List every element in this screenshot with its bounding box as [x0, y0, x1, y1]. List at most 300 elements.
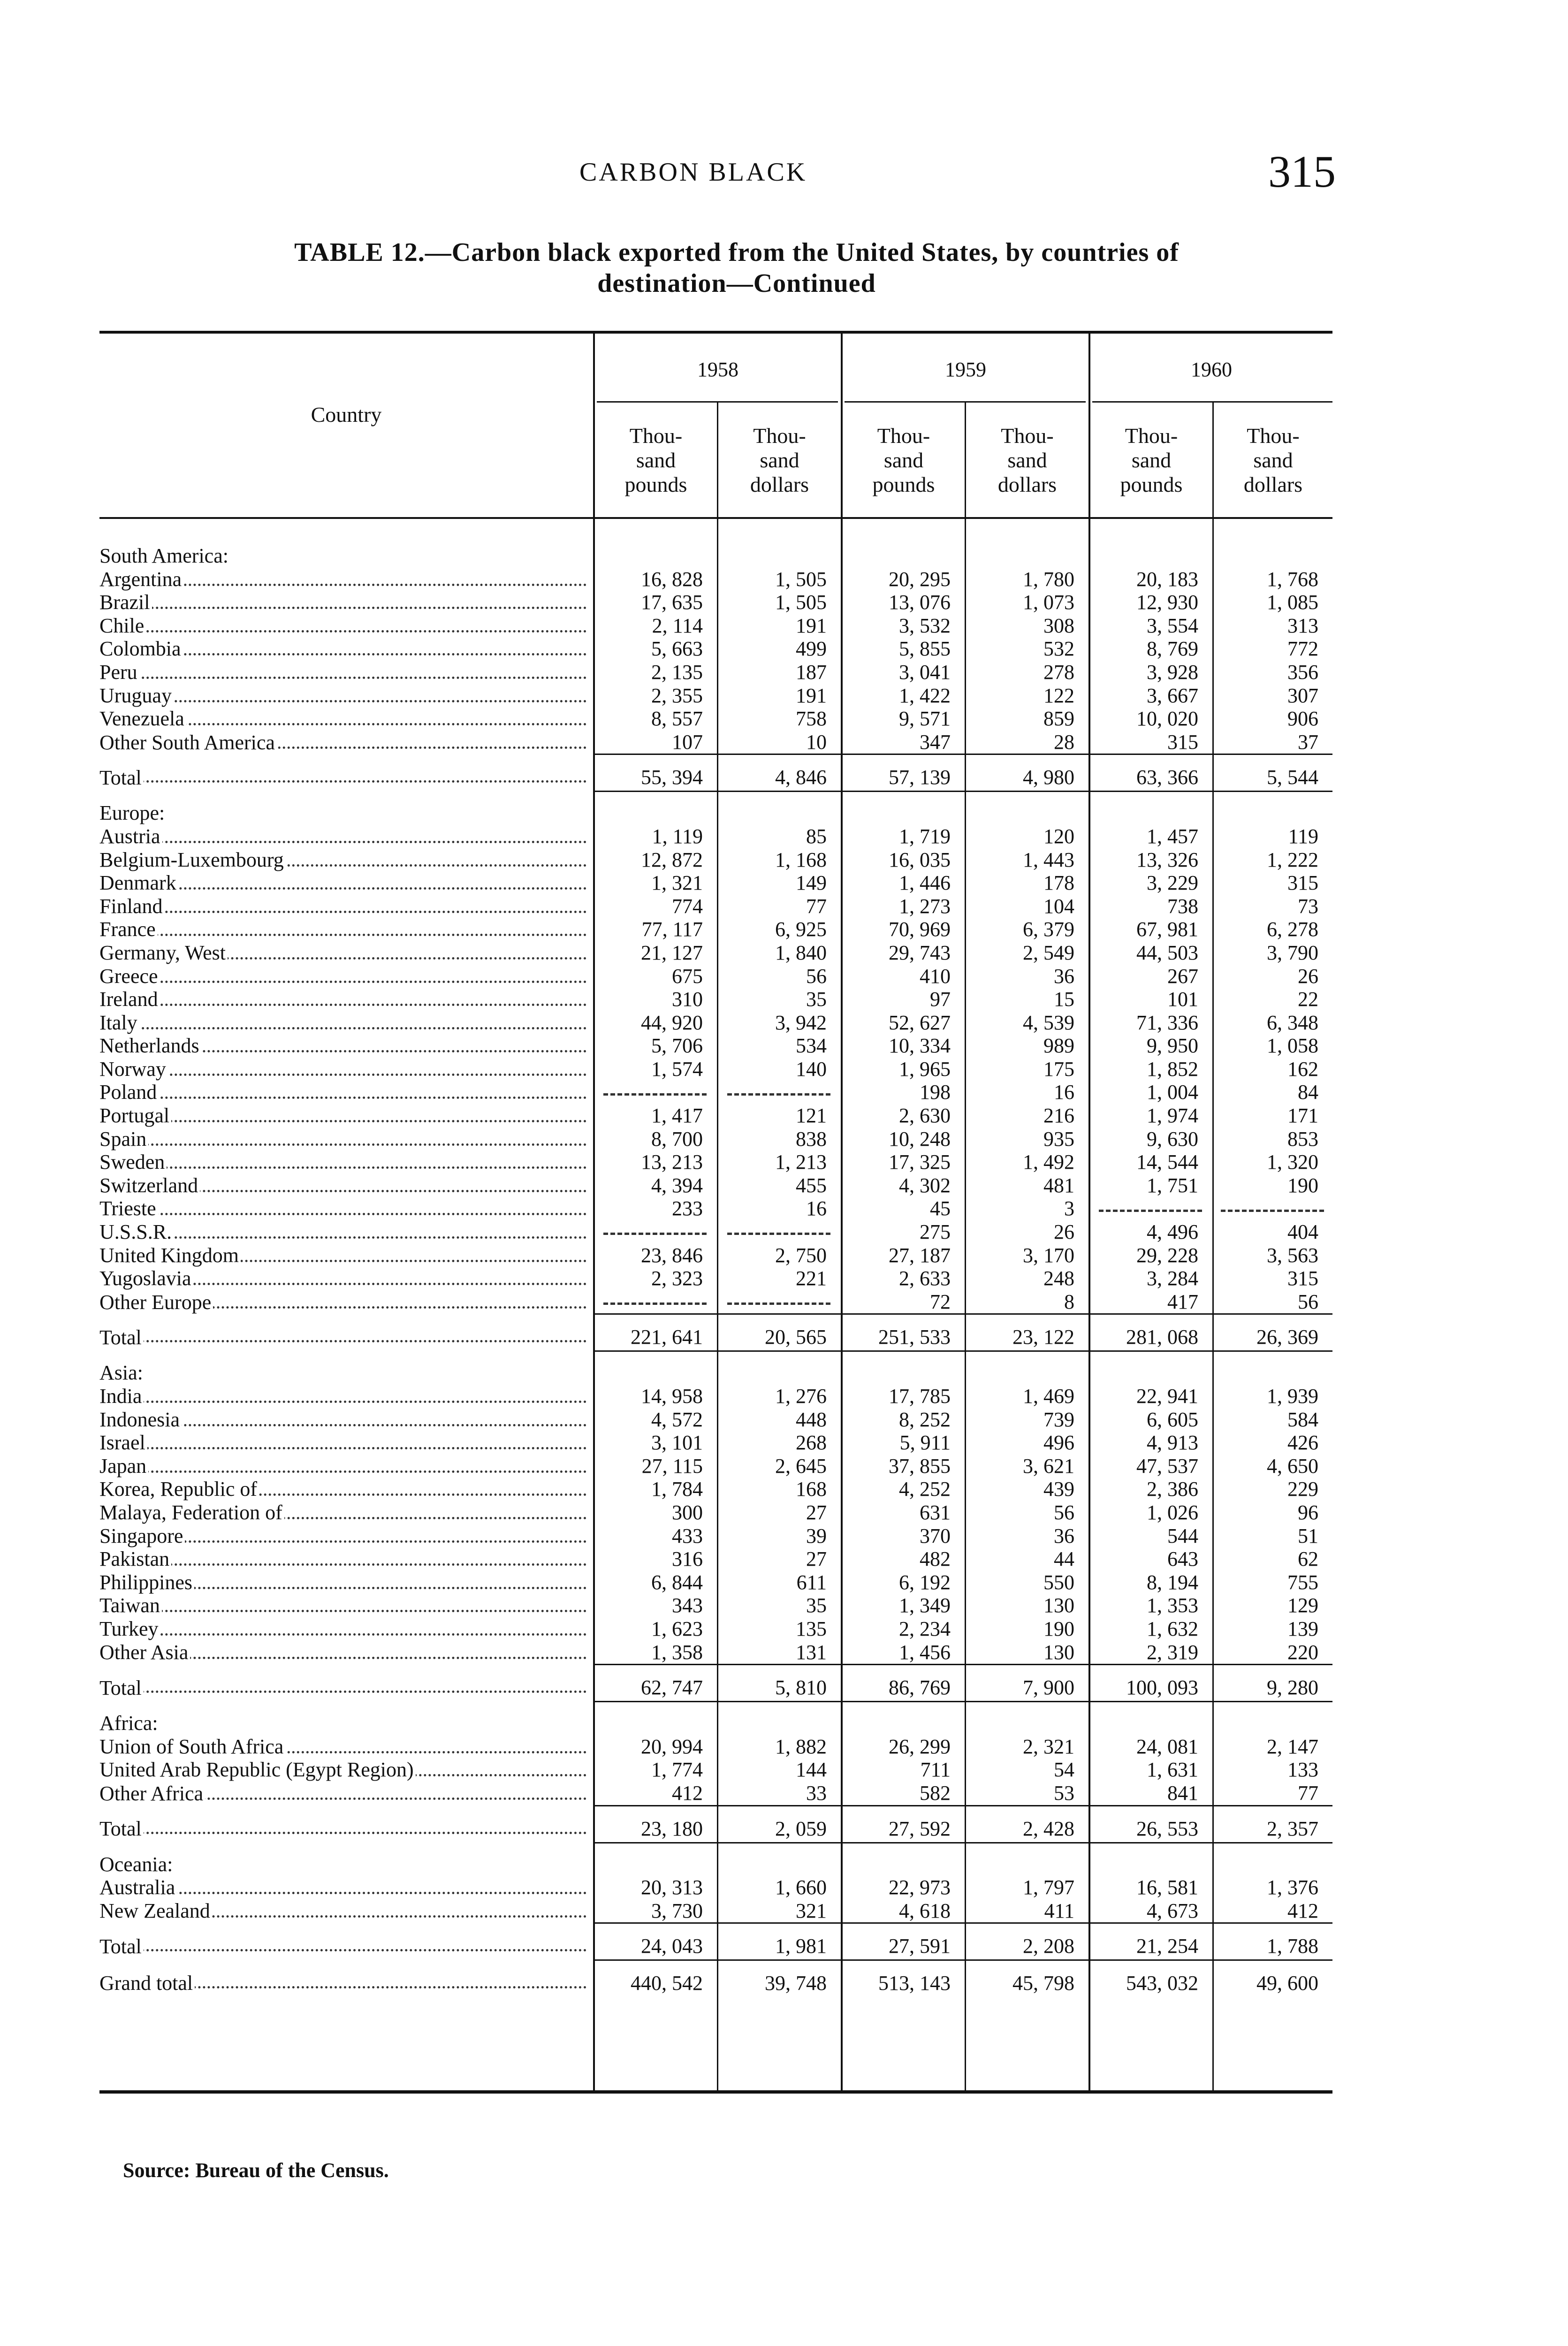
- table-cell: 187: [796, 660, 827, 684]
- table-cell: 73: [1298, 894, 1318, 918]
- table-cell: 404: [1287, 1220, 1318, 1244]
- spacer-cell: [965, 1805, 1088, 1816]
- table-cell: 56: [1054, 1501, 1074, 1524]
- total-value: 7, 900: [1023, 1676, 1074, 1699]
- country-header: Country: [311, 403, 382, 427]
- country-cell: [99, 1011, 593, 1035]
- total-value: 86, 769: [889, 1676, 951, 1699]
- spacer-cell: [593, 1805, 717, 1816]
- spacer-cell: [965, 1960, 1088, 1971]
- table-cell: 220: [1287, 1640, 1318, 1664]
- table-cell: 6, 844: [651, 1570, 703, 1594]
- table-cell: 12, 930: [1136, 591, 1198, 614]
- spacer-cell: [1088, 1702, 1212, 1712]
- table-cell: 5, 855: [899, 637, 951, 661]
- empty-cell: [965, 1712, 1088, 1735]
- unit-line: dollars: [997, 472, 1057, 496]
- table-cell: 77: [1298, 1781, 1318, 1805]
- spacer-cell: [717, 1805, 841, 1816]
- table-cell: 2, 323: [651, 1267, 703, 1290]
- country-name: Germany, West: [99, 941, 228, 964]
- table-cell: 1, 797: [1023, 1876, 1074, 1899]
- table-cell: [1088, 1197, 1212, 1220]
- country-cell: [99, 1081, 593, 1104]
- total-value: 27, 592: [889, 1817, 951, 1840]
- empty-cell: [1212, 1853, 1332, 1876]
- spacer-cell: [841, 1843, 965, 1853]
- table-cell: 10, 248: [889, 1127, 951, 1150]
- region-heading: South America:: [99, 544, 228, 567]
- year-1958-header: 1958: [697, 358, 738, 381]
- table-cell: 5, 706: [651, 1034, 703, 1058]
- table-cell: 248: [1043, 1267, 1074, 1290]
- table-cell: 27, 115: [641, 1454, 703, 1478]
- spacer-row: [99, 1665, 1332, 1675]
- table-cell: 45: [930, 1197, 951, 1220]
- table-cell: 190: [1043, 1617, 1074, 1640]
- table-cell: 1, 784: [651, 1478, 703, 1501]
- table-cell: 3: [1064, 1197, 1074, 1220]
- total-value: 55, 394: [641, 766, 703, 789]
- total-value: 2, 208: [1023, 1935, 1074, 1958]
- table-cell: 175: [1043, 1057, 1074, 1081]
- table-row: [99, 1431, 1332, 1455]
- spacer-cell: [99, 1805, 593, 1816]
- country-cell: [99, 1455, 593, 1478]
- table-cell: 1, 660: [775, 1876, 827, 1899]
- total-value: 4, 846: [775, 766, 827, 789]
- table-cell: 96: [1298, 1501, 1318, 1524]
- table-cell: 131: [796, 1640, 827, 1664]
- header-bottom-rule: [99, 517, 1332, 519]
- table-cell: 315: [1287, 871, 1318, 895]
- table-cell: 2, 633: [899, 1267, 951, 1290]
- table-row: [99, 1058, 1332, 1081]
- table-cell: 906: [1287, 707, 1318, 731]
- empty-cell: [593, 544, 717, 568]
- table-cell: 1, 119: [652, 824, 703, 848]
- unit-header-pounds-1960: [1090, 424, 1212, 497]
- table-cell: 711: [920, 1758, 951, 1782]
- table-cell: [1212, 1197, 1332, 1220]
- total-value: 57, 139: [889, 766, 951, 789]
- region-heading-row: [99, 801, 1332, 825]
- table-cell: 1, 632: [1147, 1617, 1198, 1640]
- region-heading: Europe:: [99, 801, 165, 825]
- table-cell: 6, 925: [775, 918, 827, 941]
- country-name: Switzerland: [99, 1174, 200, 1197]
- country-name: Peru: [99, 661, 139, 684]
- table-cell: 316: [672, 1547, 703, 1571]
- table-row: [99, 1501, 1332, 1524]
- country-name: Argentina: [99, 568, 183, 591]
- total-value: 26, 369: [1256, 1325, 1318, 1349]
- table-cell: 6, 379: [1023, 918, 1074, 941]
- dash-placeholder: [727, 1093, 830, 1096]
- dash-placeholder: [727, 1302, 830, 1305]
- spacer-row: [99, 1960, 1332, 1971]
- country-cell: [99, 1594, 593, 1617]
- table-cell: 1, 751: [1147, 1173, 1198, 1197]
- region-total-row: [99, 764, 1332, 792]
- table-cell: 321: [796, 1899, 827, 1922]
- table-cell: 14, 958: [641, 1385, 703, 1408]
- table-cell: 758: [796, 707, 827, 731]
- table-cell: 310: [672, 988, 703, 1011]
- empty-cell: [841, 801, 965, 825]
- table-cell: 107: [672, 730, 703, 754]
- total-value: 5, 544: [1267, 766, 1318, 789]
- country-name: Austria: [99, 825, 162, 848]
- unit-header-dollars-1959: [966, 424, 1088, 497]
- total-value: 27, 591: [889, 1935, 951, 1958]
- table-cell: 417: [1167, 1290, 1198, 1313]
- spacer-row: [99, 754, 1332, 765]
- country-name: U.S.S.R.: [99, 1220, 174, 1243]
- table-cell: 268: [796, 1431, 827, 1455]
- table-cell: 356: [1287, 660, 1318, 684]
- table-row: [99, 1455, 1332, 1478]
- country-name: Netherlands: [99, 1034, 201, 1057]
- table-cell: 2, 234: [899, 1617, 951, 1640]
- table-cell: 412: [1287, 1899, 1318, 1922]
- table-cell: 129: [1287, 1594, 1318, 1617]
- spacer-cell: [1088, 1960, 1212, 1971]
- table-cell: 139: [1287, 1617, 1318, 1640]
- country-cell: [99, 848, 593, 872]
- country-cell: [99, 918, 593, 941]
- table-row: [99, 684, 1332, 708]
- spacer-cell: [1088, 1923, 1212, 1934]
- spacer-cell: [1212, 1923, 1332, 1934]
- table-cell: 10: [806, 730, 827, 754]
- spacer-cell: [965, 1314, 1088, 1325]
- table-row: [99, 871, 1332, 895]
- table-cell: 1, 574: [651, 1057, 703, 1081]
- table-row: [99, 965, 1332, 988]
- table-row: [99, 637, 1332, 661]
- table-cell: 2, 319: [1147, 1640, 1198, 1664]
- total-label-cell: [99, 1933, 593, 1960]
- table-cell: 2, 135: [651, 660, 703, 684]
- total-label: Total: [99, 766, 144, 789]
- spacer-cell: [1088, 1314, 1212, 1325]
- spacer-cell: [841, 1702, 965, 1712]
- table-cell: 4, 572: [651, 1408, 703, 1431]
- table-cell: 307: [1287, 684, 1318, 707]
- empty-cell: [1088, 544, 1212, 568]
- table-cell: 2, 147: [1267, 1735, 1318, 1758]
- spacer-cell: [1088, 1843, 1212, 1853]
- table-cell: 1, 321: [651, 871, 703, 895]
- country-name: Israel: [99, 1431, 147, 1454]
- table-cell: 1, 457: [1147, 824, 1198, 848]
- table-cell: 582: [920, 1781, 951, 1805]
- empty-cell: [1088, 801, 1212, 825]
- table-row: [99, 1782, 1332, 1805]
- region-heading-row: [99, 1712, 1332, 1735]
- spacer-cell: [717, 792, 841, 802]
- caption-line-1: TABLE 12.—Carbon black exported from the United States, by countries of: [294, 238, 1179, 267]
- dash-placeholder: [1099, 1210, 1202, 1212]
- table-cell: 4, 496: [1147, 1220, 1198, 1244]
- unit-line: sand: [1007, 448, 1047, 472]
- unit-header-pounds-1959: [843, 424, 965, 497]
- table-cell: 26, 299: [889, 1735, 951, 1758]
- country-name: Belgium-Luxembourg: [99, 848, 286, 871]
- country-name: Other Africa: [99, 1782, 205, 1805]
- table-cell: 37: [1298, 730, 1318, 754]
- country-cell: [99, 895, 593, 918]
- table-row: [99, 1244, 1332, 1267]
- table-cell: 2, 645: [775, 1454, 827, 1478]
- spacer-cell: [717, 1665, 841, 1675]
- country-name: Chile: [99, 614, 146, 637]
- table-cell: 36: [1054, 964, 1074, 988]
- spacer-cell: [965, 1665, 1088, 1675]
- table-cell: 135: [796, 1617, 827, 1640]
- table-cell: 28: [1054, 730, 1074, 754]
- table-cell: 3, 041: [899, 660, 951, 684]
- empty-cell: [965, 1361, 1088, 1385]
- country-name: Philippines: [99, 1571, 194, 1594]
- table-cell: 62: [1298, 1547, 1318, 1571]
- table-cell: 9, 630: [1147, 1127, 1198, 1150]
- spacer-cell: [99, 1702, 593, 1712]
- table-cell: 496: [1043, 1431, 1074, 1455]
- table-cell: [593, 1081, 717, 1104]
- country-name: Indonesia: [99, 1408, 182, 1431]
- table-cell: 26: [1298, 964, 1318, 988]
- table-row: [99, 591, 1332, 614]
- unit-header-dollars-1958: [718, 424, 841, 497]
- table-cell: 267: [1167, 964, 1198, 988]
- table-cell: 755: [1287, 1570, 1318, 1594]
- total-value: 20, 565: [765, 1325, 827, 1349]
- empty-cell: [841, 1361, 965, 1385]
- country-name: Uruguay: [99, 684, 174, 707]
- table-cell: 1, 840: [775, 941, 827, 964]
- unit-line: Thou-: [1001, 424, 1054, 448]
- spacer-cell: [1212, 754, 1332, 765]
- table-cell: 13, 326: [1136, 848, 1198, 871]
- total-value: 2, 428: [1023, 1817, 1074, 1840]
- country-name: Taiwan: [99, 1594, 162, 1617]
- country-cell: [99, 1547, 593, 1571]
- spacer-cell: [841, 754, 965, 765]
- region-heading-row: [99, 1853, 1332, 1876]
- table-cell: 2, 114: [652, 614, 703, 637]
- table-cell: 97: [930, 988, 951, 1011]
- table-cell: 3, 532: [899, 614, 951, 637]
- table-cell: 739: [1043, 1408, 1074, 1431]
- spacer-row: [99, 1923, 1332, 1934]
- table-cell: 315: [1287, 1267, 1318, 1290]
- country-name: Poland: [99, 1081, 159, 1104]
- table-cell: 1, 443: [1023, 848, 1074, 871]
- table-cell: 120: [1043, 824, 1074, 848]
- table-cell: 14, 544: [1136, 1150, 1198, 1174]
- table-cell: 584: [1287, 1408, 1318, 1431]
- country-cell: [99, 731, 593, 754]
- empty-cell: [1088, 1361, 1212, 1385]
- country-name: Singapore: [99, 1524, 185, 1547]
- table-cell: 70, 969: [889, 918, 951, 941]
- table-cell: 17, 635: [641, 591, 703, 614]
- empty-cell: [593, 1853, 717, 1876]
- table-cell: 3, 563: [1267, 1243, 1318, 1267]
- table-row: [99, 1617, 1332, 1641]
- table-cell: 3, 621: [1023, 1454, 1074, 1478]
- country-cell: [99, 1431, 593, 1455]
- country-cell: [99, 1290, 593, 1314]
- table-row: [99, 1290, 1332, 1314]
- table-cell: [593, 1290, 717, 1314]
- table-cell: 989: [1043, 1034, 1074, 1058]
- spacer-cell: [1212, 1805, 1332, 1816]
- dash-placeholder: [603, 1302, 707, 1305]
- country-name: Ireland: [99, 988, 160, 1011]
- table-cell: 178: [1043, 871, 1074, 895]
- table-cell: 3, 170: [1023, 1243, 1074, 1267]
- country-name: Korea, Republic of: [99, 1478, 259, 1501]
- table-row: [99, 1197, 1332, 1220]
- table-cell: 1, 774: [651, 1758, 703, 1782]
- table-cell: 54: [1054, 1758, 1074, 1782]
- unit-line: sand: [1253, 448, 1293, 472]
- table-cell: 168: [796, 1478, 827, 1501]
- empty-cell: [717, 544, 841, 568]
- spacer-cell: [593, 1351, 717, 1362]
- exports-table: [99, 544, 1332, 1996]
- table-cell: 16, 828: [641, 567, 703, 591]
- table-cell: 16: [1054, 1081, 1074, 1104]
- table-cell: 3, 667: [1147, 684, 1198, 707]
- spacer-cell: [841, 792, 965, 802]
- spacer-cell: [593, 1314, 717, 1325]
- table-cell: 22, 973: [889, 1876, 951, 1899]
- unit-line: Thou-: [877, 424, 930, 448]
- table-cell: 1, 631: [1147, 1758, 1198, 1782]
- table-cell: [717, 1290, 841, 1314]
- table-cell: 772: [1287, 637, 1318, 661]
- dash-placeholder: [603, 1233, 707, 1235]
- spacer-cell: [1212, 792, 1332, 802]
- total-value: 9, 280: [1267, 1676, 1318, 1699]
- unit-line: sand: [883, 448, 924, 472]
- table-cell: 1, 349: [899, 1594, 951, 1617]
- spacer-cell: [1212, 1843, 1332, 1853]
- spacer-cell: [717, 1314, 841, 1325]
- table-cell: 9, 571: [899, 707, 951, 731]
- country-name: New Zealand: [99, 1899, 212, 1922]
- country-name: Union of South Africa: [99, 1735, 285, 1758]
- table-cell: 140: [796, 1057, 827, 1081]
- table-cell: 191: [796, 684, 827, 707]
- country-name: Colombia: [99, 637, 183, 660]
- spacer-cell: [841, 1665, 965, 1675]
- spacer-cell: [593, 754, 717, 765]
- table-cell: 838: [796, 1127, 827, 1150]
- table-cell: 10, 334: [889, 1034, 951, 1058]
- spacer-cell: [965, 1843, 1088, 1853]
- region-heading-row: [99, 544, 1332, 568]
- spacer-cell: [593, 1923, 717, 1934]
- table-cell: 1, 965: [899, 1057, 951, 1081]
- empty-cell: [965, 1853, 1088, 1876]
- table-cell: 1, 213: [775, 1150, 827, 1174]
- table-cell: 130: [1043, 1640, 1074, 1664]
- dash-placeholder: [1221, 1210, 1324, 1212]
- table-cell: 1, 469: [1023, 1385, 1074, 1408]
- table-cell: 3, 284: [1147, 1267, 1198, 1290]
- table-cell: 315: [1167, 730, 1198, 754]
- spacer-cell: [593, 1843, 717, 1853]
- country-cell: [99, 1267, 593, 1290]
- table-cell: 84: [1298, 1081, 1318, 1104]
- caption-line-2: destination—Continued: [597, 269, 876, 298]
- table-cell: 2, 321: [1023, 1735, 1074, 1758]
- country-name: Venezuela: [99, 707, 186, 730]
- table-cell: 72: [930, 1290, 951, 1313]
- spacer-cell: [717, 1960, 841, 1971]
- table-row: [99, 1174, 1332, 1197]
- table-row: [99, 1385, 1332, 1408]
- table-cell: 33: [806, 1781, 827, 1805]
- table-cell: 439: [1043, 1478, 1074, 1501]
- country-cell: [99, 591, 593, 614]
- spacer-row: [99, 1314, 1332, 1325]
- table-cell: 499: [796, 637, 827, 661]
- spacer-cell: [717, 754, 841, 765]
- table-cell: 233: [672, 1197, 703, 1220]
- table-row: [99, 1571, 1332, 1594]
- table-cell: 841: [1167, 1781, 1198, 1805]
- table-cell: 4, 252: [899, 1478, 951, 1501]
- spacer-row: [99, 1805, 1332, 1816]
- table-row: [99, 988, 1332, 1011]
- table-cell: 12, 872: [641, 848, 703, 871]
- table-cell: 1, 422: [899, 684, 951, 707]
- spacer-cell: [1088, 1351, 1212, 1362]
- country-cell: [99, 1197, 593, 1220]
- table-cell: 171: [1287, 1104, 1318, 1127]
- table-cell: 1, 939: [1267, 1385, 1318, 1408]
- table-cell: 300: [672, 1501, 703, 1524]
- table-cell: 44, 503: [1136, 941, 1198, 964]
- spacer-cell: [965, 792, 1088, 802]
- country-cell: [99, 1058, 593, 1081]
- total-label: Total: [99, 1935, 144, 1958]
- year-1959-header: 1959: [945, 358, 986, 381]
- table-cell: 119: [1288, 824, 1318, 848]
- table-cell: 4, 618: [899, 1899, 951, 1922]
- table-row: [99, 895, 1332, 918]
- empty-cell: [1212, 1712, 1332, 1735]
- table-cell: [593, 1220, 717, 1244]
- country-name: Pakistan: [99, 1547, 171, 1570]
- table-row: [99, 707, 1332, 731]
- table-cell: 2, 355: [651, 684, 703, 707]
- country-name: Brazil: [99, 591, 152, 614]
- total-value: 440, 542: [631, 1972, 703, 1995]
- country-name: Italy: [99, 1011, 139, 1034]
- table-cell: 1, 276: [775, 1385, 827, 1408]
- table-cell: 482: [920, 1547, 951, 1571]
- table-row: [99, 1876, 1332, 1899]
- country-name: Spain: [99, 1127, 148, 1150]
- empty-cell: [717, 1853, 841, 1876]
